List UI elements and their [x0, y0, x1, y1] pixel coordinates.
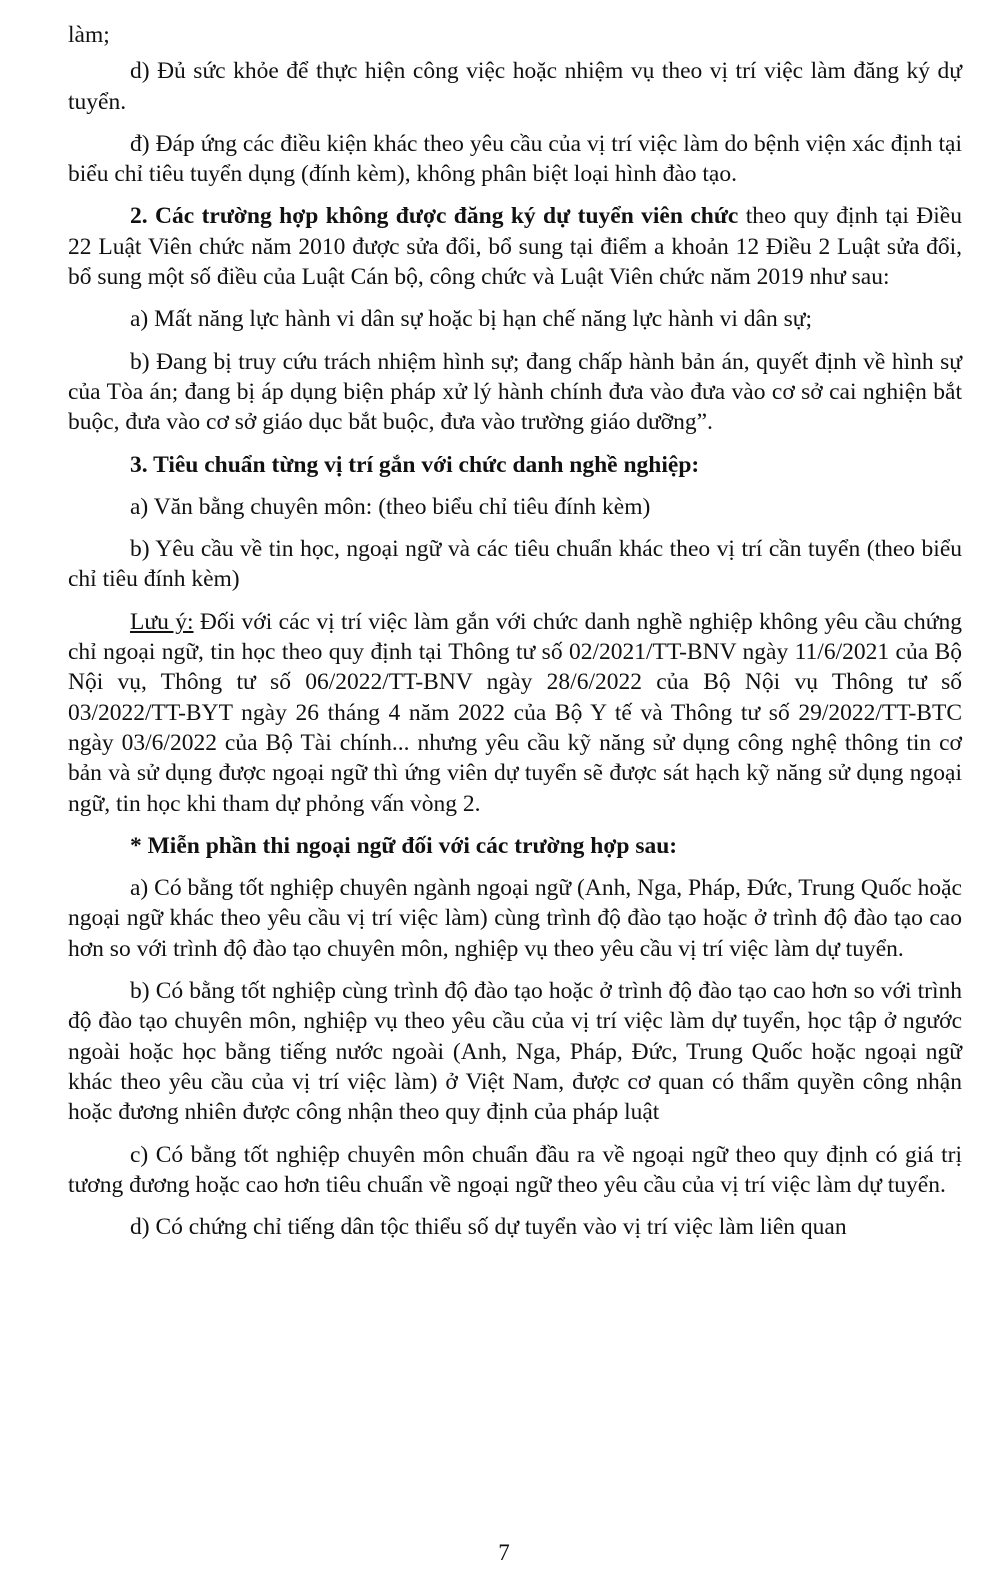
paragraph-note	[68, 607, 962, 819]
note-label: Lưu ý:	[130, 608, 194, 635]
paragraph-ineligible-text: theo quy định tại Điều 22 Luật Viên chức năm 2010 được sửa đổi, bổ sung tại điểm a khoản 12 Điều 2 Luật sửa đổi, bổ sung một số điều của Luật Cán bộ, công chức và Luật Viên chức năm 2019 như sau:	[68, 203, 962, 291]
paragraph-item-a-diploma: a) Văn bằng chuyên môn: (theo biểu chỉ tiêu đính kèm)	[130, 493, 651, 520]
paragraph-continuation: làm;	[68, 22, 110, 48]
section-heading-exemption: * Miễn phần thi ngoại ngữ đối với các trường hợp sau:	[130, 832, 678, 859]
paragraph-item-a-civil-capacity: a) Mất năng lực hành vi dân sự hoặc bị hạn chế năng lực hành vi dân sự;	[130, 306, 812, 333]
paragraph-exemption-a: a) Có bằng tốt nghiệp chuyên ngành ngoại ngữ (Anh, Nga, Pháp, Đức, Trung Quốc hoặc ngoại ngữ khác theo yêu cầu vị trí việc làm) cùng trình độ đào tạo hoặc ở trình độ đào tạo cao hơn so với trình độ đào tạo chuyên môn, nghiệp vụ theo yêu cầu vị trí việc làm dự tuyển.	[68, 875, 962, 962]
paragraph-exemption-b: b) Có bằng tốt nghiệp cùng trình độ đào tạo hoặc ở trình độ đào tạo cao hơn so với trình độ đào tạo chuyên môn, nghiệp vụ theo yêu cầu của vị trí việc làm dự tuyển, học tập ở ngước ngoài hoặc học bằng tiếng nước ngoài (Anh, Nga, Pháp, Đức, Trung Quốc hoặc ngoại ngữ khác theo yêu cầu của vị trí việc làm) ở Việt Nam, được cơ quan có thẩm quyền công nhận hoặc đương nhiên được công nhận theo quy định của pháp luật	[68, 978, 962, 1126]
paragraph-health-requirement: d) Đủ sức khỏe để thực hiện công việc hoặc nhiệm vụ theo vị trí việc làm đăng ký dự tuyển.	[68, 58, 962, 115]
page-number: 7	[498, 1540, 510, 1565]
paragraph-exemption-d: d) Có chứng chỉ tiếng dân tộc thiểu số dự tuyển vào vị trí việc làm liên quan	[130, 1214, 847, 1241]
section-heading-3: 3. Tiêu chuẩn từng vị trí gắn với chức danh nghề nghiệp:	[130, 451, 700, 478]
paragraph-exemption-c: c) Có bằng tốt nghiệp chuyên môn chuẩn đầu ra về ngoại ngữ theo quy định có giá trị tương đương hoặc cao hơn tiêu chuẩn về ngoại ngữ theo yêu cầu của vị trí việc làm dự tuyển.	[68, 1141, 962, 1198]
paragraph-other-conditions: đ) Đáp ứng các điều kiện khác theo yêu cầu của vị trí việc làm do bệnh viện xác định tại biểu chỉ tiêu tuyển dụng (đính kèm), không phân biệt loại hình đào tạo.	[68, 130, 962, 188]
paragraph-ineligible-cases	[68, 201, 962, 292]
section-heading-2: 2. Các trường hợp không được đăng ký dự tuyển viên chức	[130, 203, 739, 230]
paragraph-item-b-it-language: b) Yêu cầu về tin học, ngoại ngữ và các tiêu chuẩn khác theo vị trí cần tuyển (theo biểu chỉ tiêu đính kèm)	[68, 536, 962, 593]
note-text: Đối với các vị trí việc làm gắn với chức danh nghề nghiệp không yêu cầu chứng chỉ ngoại ngữ, tin học theo quy định tại Thông tư số 02/2021/TT-BNV ngày 11/6/2021 của Bộ Nội vụ, Thông tư số 06/2022/TT-BNV ngày 28/6/2022 của Bộ Nội vụ Thông tư số 03/2022/TT-BYT ngày 26 tháng 4 năm 2022 của Bộ Y tế và Thông tư số 29/2022/TT-BTC ngày 03/6/2022 của Bộ Tài chính... nhưng yêu cầu kỹ năng sử dụng công nghệ thông tin cơ bản và sử dụng được ngoại ngữ thì ứng viên dự tuyển sẽ được sát hạch kỹ năng sử dụng ngoại ngữ, tin học khi tham dự phỏng vấn vòng 2.	[68, 608, 962, 817]
paragraph-item-b-criminal: b) Đang bị truy cứu trách nhiệm hình sự; đang chấp hành bản án, quyết định về hình sự của Tòa án; đang bị áp dụng biện pháp xử lý hành chính đưa vào đưa vào cơ sở cai nghiện bắt buộc, đưa vào cơ sở giáo dục bắt buộc, đưa vào trường giáo dưỡng”.	[68, 348, 962, 436]
